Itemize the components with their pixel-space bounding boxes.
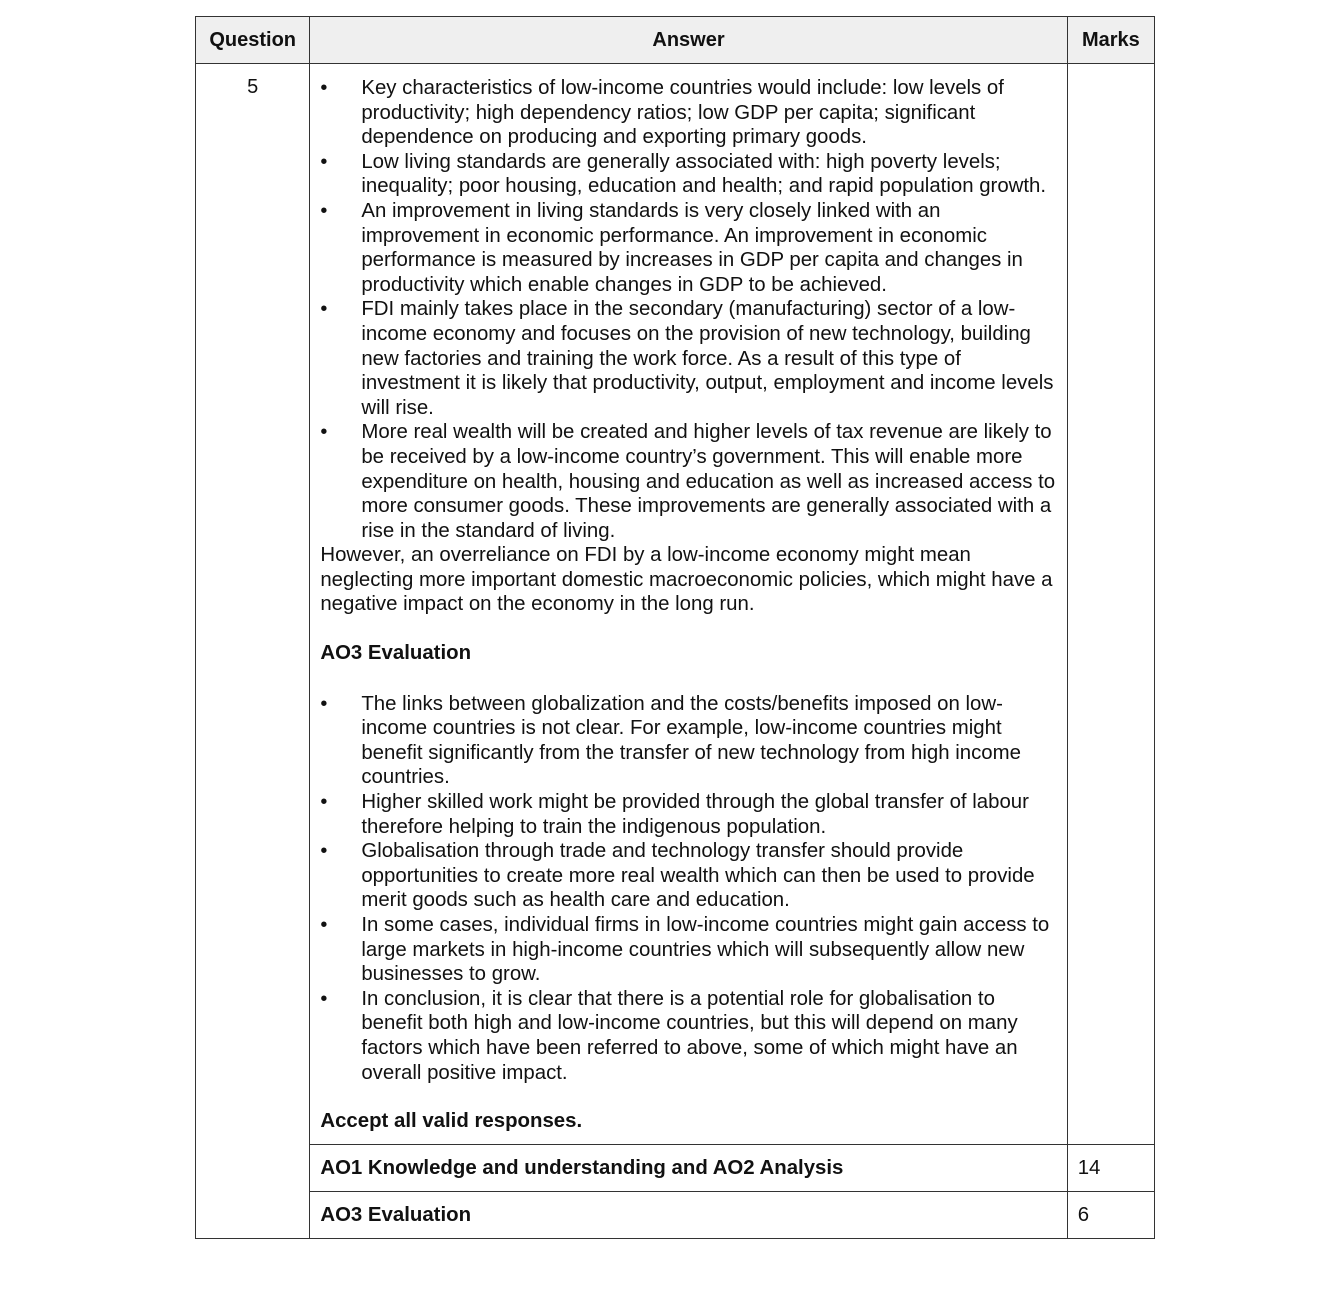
ao12-bullet-list [320,76,1058,543]
mark-scheme-table [195,16,1155,1239]
answer-header: Answer [310,17,1067,64]
answer-cell [310,64,1067,1145]
ao3-heading: AO3 Evaluation [320,642,472,665]
bullet-item: • An improvement in living standards is very closely linked with an improvement in economic performance. An improvement in economic performance is measured by increases in GDP per capita and changes in productivity which enable changes in GDP to be achieved. [320,199,1058,297]
bullet-item: • The links between globalization and the costs/benefits imposed on low-income countries is not clear. For example, low-income countries might benefit significantly from the transfer of new technology from high income countries. [320,692,1058,790]
ao3-bullet-list [320,692,1058,1086]
answer-row [196,64,1155,1145]
mark-row-ao12 [196,1144,1155,1191]
question-header: Question [196,17,310,64]
mark-row-value: 14 [1067,1144,1154,1191]
however-paragraph: However, an overreliance on FDI by a low-income economy might mean neglecting more important domestic macroeconomic policies, which might have a negative impact on the economy in the long run. [320,544,1053,616]
mark-row-ao3 [196,1191,1155,1238]
bullet-item: • Key characteristics of low-income countries would include: low levels of productivity; high dependency ratios; low GDP per capita; significant dependence on producing and exporting primary goods. [320,76,1058,150]
marks-header: Marks [1067,17,1154,64]
bullet-item: • In conclusion, it is clear that there is a potential role for globalisation to benefit both high and low-income countries, but this will depend on many factors which have been referred to above, some of which might have an overall positive impact. [320,987,1058,1085]
mark-row-value: 6 [1067,1191,1154,1238]
bullet-item: • Higher skilled work might be provided through the global transfer of labour therefore helping to train the indigenous population. [320,790,1058,839]
mark-row-label: AO3 Evaluation [310,1191,1067,1238]
header-row [196,17,1155,64]
mark-row-label: AO1 Knowledge and understanding and AO2 Analysis [310,1144,1067,1191]
bullet-item: • FDI mainly takes place in the secondary (manufacturing) sector of a low-income economy and focuses on the provision of new technology, building new factories and training the work force. As a result of this type of investment it is likely that productivity, output, employment and income levels will rise. [320,297,1058,420]
question-number: 5 [196,64,310,1239]
bullet-item: • More real wealth will be created and higher levels of tax revenue are likely to be received by a low-income country’s government. This will enable more expenditure on health, housing and education as well as increased access to more consumer goods. These improvements are generally associated with a rise in the standard of living. [320,420,1058,543]
bullet-item: • Low living standards are generally associated with: high poverty levels; inequality; poor housing, education and health; and rapid population growth. [320,150,1058,199]
accept-note: Accept all valid responses. [320,1110,583,1133]
bullet-item: • Globalisation through trade and technology transfer should provide opportunities to create more real wealth which can then be used to provide merit goods such as health care and education. [320,839,1058,913]
marks-cell-empty [1067,64,1154,1145]
bullet-item: • In some cases, individual firms in low-income countries might gain access to large markets in high-income countries which will subsequently allow new businesses to grow. [320,913,1058,987]
